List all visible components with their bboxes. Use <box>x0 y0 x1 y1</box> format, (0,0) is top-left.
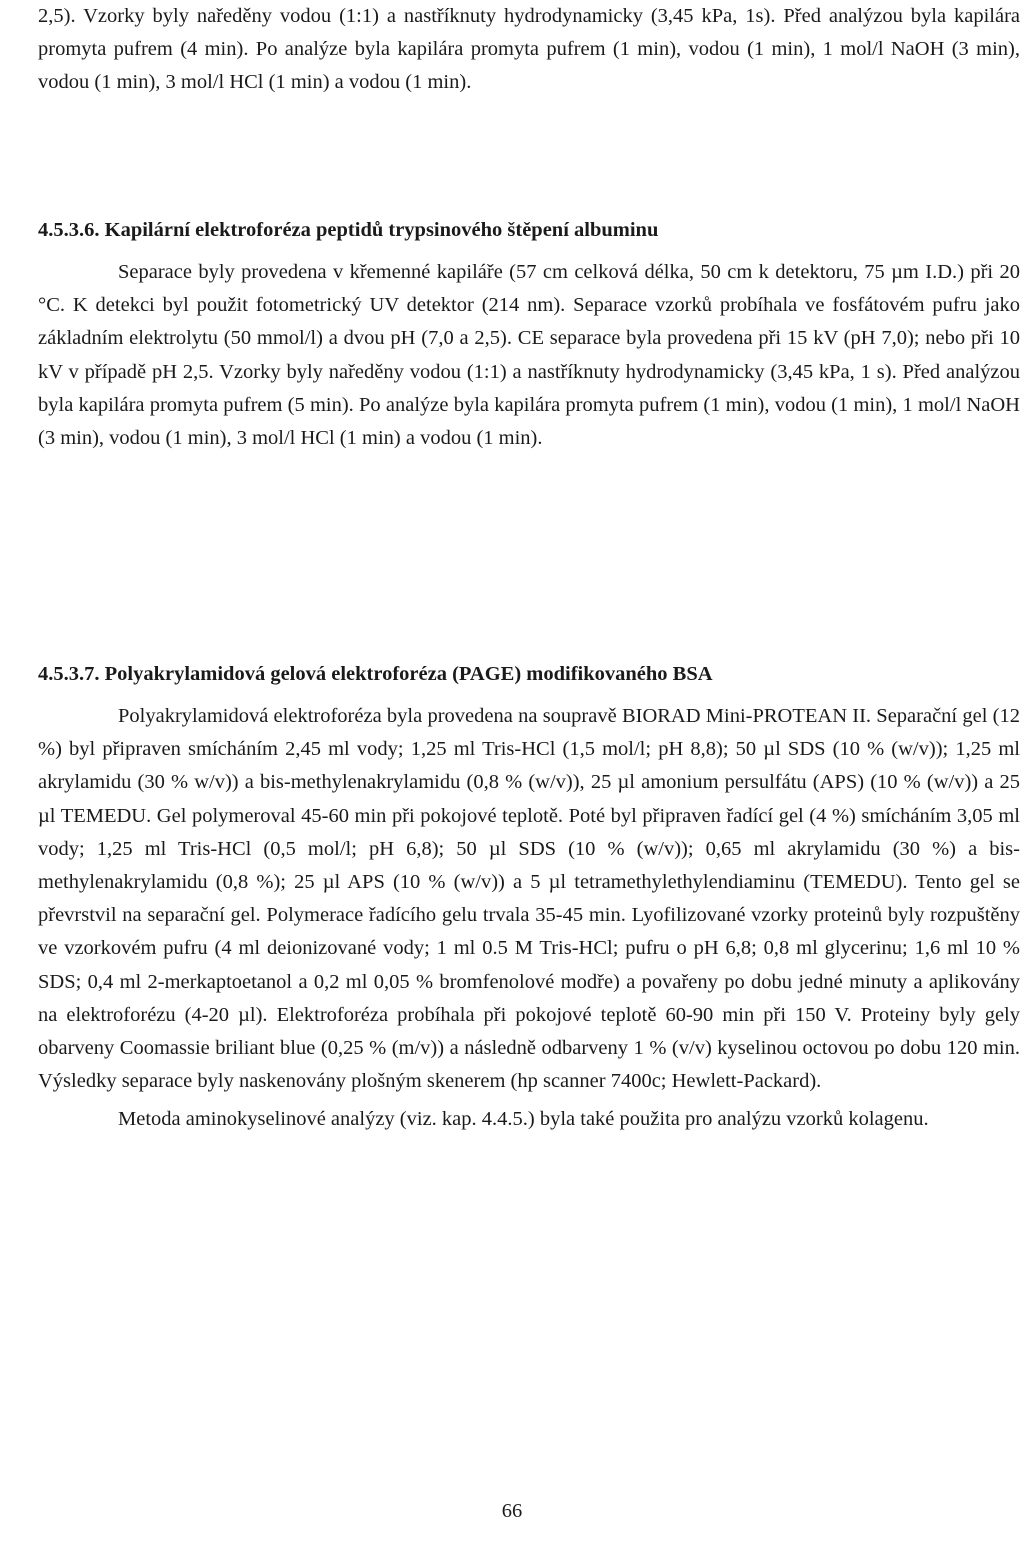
closing-paragraph: Metoda aminokyselinové analýzy (viz. kap. 4.4.5.) byla také použita pro analýzu vzorků kolagenu. <box>118 1108 929 1130</box>
page-number: 66 <box>501 1500 523 1522</box>
section-paragraph-page-electrophoresis: Polyakrylamidová elektroforéza byla provedena na soupravě BIORAD Mini-PROTEAN II. Separační gel (12 %) byl připraven smícháním 2,45 ml vody; 1,25 ml Tris-HCl (1,5 mol/l; pH 8,8); 50 µl SDS (10 % (w/v)); 1,25 ml akrylamidu (30 % w/v)) a bis-methylenakrylamidu (0,8 % (w/v)), 25 µl amonium persulfátu (APS) (10 % (w/v)) a 25 µl TEMEDU. Gel polymeroval 45-60 min při pokojové teplotě. Poté byl připraven řadící gel (4 %) smícháním 3,05 ml vody; 1,25 ml Tris-HCl (0,5 mol/l; pH 6,8); 50 µl SDS (10 % (w/v)); 0,65 ml akrylamidu (30 %) a bis-methylenakrylamidu (0,8 %); 25 µl APS (10 % (w/v)) a 5 µl tetramethylethylendiaminu (TEMEDU). Tento gel se převrstvil na separační gel. Polymerace řadícího gelu trvala 35-45 min. Lyofilizované vzorky proteinů byly rozpuštěny ve vzorkovém pufru (4 ml deionizované vody; 1 ml 0.5 M Tris-HCl; pufru o pH 6,8; 0,8 ml glycerinu; 1,6 ml 10 % SDS; 0,4 ml 2-merkaptoetanol a 0,2 ml 0,05 % bromfenolové modře) a povařeny po dobu jedné minuty a aplikovány na elektroforézu (4-20 µl). Elektroforéza probíhala při pokojové teplotě 60-90 min při 150 V. Proteiny byly gely obarveny Coomassie briliant blue (0,25 % (m/v)) a následně odbarveny 1 % (v/v) kyselinou octovou po dobu 120 min. Výsledky separace byly naskenovány plošným skenerem (hp scanner 7400c; Hewlett-Packard). <box>38 705 1020 1093</box>
section-paragraph-capillary-electrophoresis: Separace byly provedena v křemenné kapiláře (57 cm celková délka, 50 cm k detektoru, 75 µm I.D.) při 20 °C. K detekci byl použit fotometrický UV detektor (214 nm). Separace vzorků probíhala ve fosfátovém pufru jako základním elektrolytu (50 mmol/l) a dvou pH (7,0 a 2,5). CE separace byla provedena při 15 kV (pH 7,0); nebo při 10 kV v případě pH 2,5. Vzorky byly naředěny vodou (1:1) a nastříknuty hydrodynamicky (3,45 kPa, 1 s). Před analýzou byla kapilára promyta pufrem (5 min). Po analýze byla kapilára promyta pufrem (1 min), vodou (1 min), 1 mol/l NaOH (3 min), vodou (1 min), 3 mol/l HCl (1 min) a vodou (1 min). <box>38 261 1020 450</box>
intro-paragraph: 2,5). Vzorky byly naředěny vodou (1:1) a nastříknuty hydrodynamicky (3,45 kPa, 1s). Před analýzou byla kapilára promyta pufrem (4 min). Po analýze byla kapilára promyta pufrem (1 min), vodou (1 min), 1 mol/l NaOH (3 min), vodou (1 min), 3 mol/l HCl (1 min) a vodou (1 min). <box>38 5 1020 94</box>
section-heading-page-electrophoresis: 4.5.3.7. Polyakrylamidová gelová elektroforéza (PAGE) modifikovaného BSA <box>38 663 713 685</box>
section-heading-capillary-electrophoresis: 4.5.3.6. Kapilární elektroforéza peptidů trypsinového štěpení albuminu <box>38 219 659 241</box>
